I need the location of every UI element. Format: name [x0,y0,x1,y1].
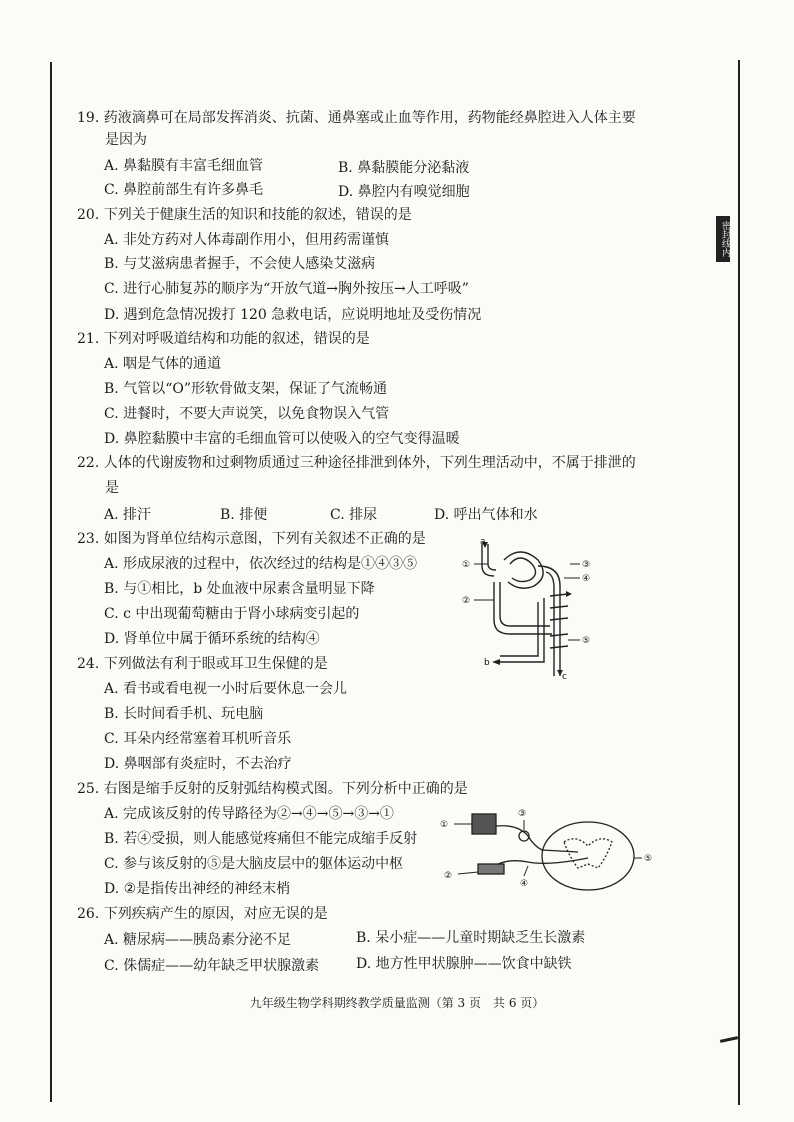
reflex-label-5: ⑤ [644,854,653,864]
question-19-stem-cont: 是因为 [105,132,147,148]
nephron-label-c: c [562,672,567,682]
question-26-stem: 26. 下列疾病产生的原因，对应无误的是 [77,906,328,922]
question-23-option-d: D. 肾单位中属于循环系统的结构④ [104,631,320,647]
reflex-label-4: ④ [520,879,529,889]
reflex-arc-diagram [438,806,658,894]
question-25-option-d: D. ②是指传出神经的神经末梢 [104,881,291,897]
page-footer: 九年级生物学科期终教学质量监测（第 3 页 共 6 页） [249,996,545,1010]
question-26-option-a: A. 糖尿病——胰岛素分泌不足 [104,932,292,948]
question-20-stem: 20. 下列关于健康生活的知识和技能的叙述，错误的是 [77,207,412,223]
question-26-option-d: D. 地方性甲状腺肿——饮食中缺铁 [356,956,572,972]
question-21-option-c: C. 进餐时，不要大声说笑，以免食物误入气管 [104,406,390,422]
question-19-option-d: D. 鼻腔内有嗅觉细胞 [338,184,470,200]
question-26-option-c: C. 侏儒症——幼年缺乏甲状腺激素 [104,958,320,974]
reflex-label-1: ① [440,820,449,830]
question-20-option-a: A. 非处方药对人体毒副作用小，但用药需谨慎 [104,232,390,248]
nephron-label-2: ② [462,596,471,606]
left-margin-line [50,62,52,1102]
question-25-option-c: C. 参与该反射的⑤是大脑皮层中的躯体运动中枢 [104,856,404,872]
nephron-label-1: ① [462,560,471,570]
question-24-option-c: C. 耳朵内经常塞着耳机听音乐 [104,731,292,747]
question-21-stem: 21. 下列对呼吸道结构和功能的叙述，错误的是 [77,331,370,347]
right-margin-line [738,60,740,1105]
question-23-option-a: A. 形成尿液的过程中，依次经过的结构是①④③⑤ [104,556,418,572]
question-25-option-b: B. 若④受损，则人能感觉疼痛但不能完成缩手反射 [104,831,418,847]
reflex-label-2: ② [444,871,453,881]
nephron-label-4: ④ [582,574,591,584]
nephron-label-b: b [484,658,490,668]
question-19-stem: 19. 药液滴鼻可在局部发挥消炎、抗菌、通鼻塞或止血等作用，药物能经鼻腔进入人体主要 [77,110,636,126]
question-24-option-d: D. 鼻咽部有炎症时，不去治疗 [104,756,292,772]
nephron-diagram [460,536,610,681]
nephron-label-3: ③ [582,560,591,570]
question-22-stem: 22. 人体的代谢废物和过剩物质通过三种途径排泄到体外，下列生理活动中，不属于排泄的 [77,455,636,471]
question-25-option-a: A. 完成该反射的传导路径为②→④→⑤→③→① [104,806,394,822]
question-25-stem: 25. 右图是缩手反射的反射弧结构模式图。下列分析中正确的是 [77,781,468,797]
question-23-option-b: B. 与①相比，b 处血液中尿素含量明显下降 [104,581,375,597]
question-21-option-d: D. 鼻腔黏膜中丰富的毛细血管可以使吸入的空气变得温暖 [104,431,460,447]
question-20-option-b: B. 与艾滋病患者握手，不会使人感染艾滋病 [104,256,376,272]
question-21-option-a: A. 咽是气体的通道 [104,356,222,372]
question-19-option-b: B. 鼻黏膜能分泌黏液 [338,160,470,176]
question-22-stem-cont: 是 [105,480,119,496]
question-23-stem: 23. 如图为肾单位结构示意图，下列有关叙述不正确的是 [77,531,426,547]
question-20-option-d: D. 遇到危急情况拨打 120 急救电话，应说明地址及受伤情况 [104,307,482,323]
nephron-label-a: a [480,537,486,547]
question-21-option-b: B. 气管以“O”形软骨做支架，保证了气流畅通 [104,381,387,397]
question-19-option-a: A. 鼻黏膜有丰富毛细血管 [104,158,264,174]
question-24-option-b: B. 长时间看手机、玩电脑 [104,706,264,722]
question-22-option-c: C. 排尿 [330,507,378,523]
nephron-label-5: ⑤ [582,636,591,646]
reflex-label-3: ③ [518,809,527,819]
question-19-option-c: C. 鼻腔前部生有许多鼻毛 [104,182,264,198]
corner-mark [720,1036,738,1043]
question-23-option-c: C. c 中出现葡萄糖由于肾小球病变引起的 [104,606,360,622]
question-24-option-a: A. 看书或看电视一小时后要休息一会儿 [104,681,348,697]
side-seal-tag: 密封线内 [716,216,730,262]
question-22-option-a: A. 排汗 [104,507,152,523]
question-22-option-b: B. 排便 [220,507,268,523]
question-22-option-d: D. 呼出气体和水 [434,507,538,523]
question-24-stem: 24. 下列做法有利于眼或耳卫生保健的是 [77,656,328,672]
question-20-option-c: C. 进行心肺复苏的顺序为“开放气道→胸外按压→人工呼吸” [104,281,469,297]
question-26-option-b: B. 呆小症——儿童时期缺乏生长激素 [356,930,586,946]
